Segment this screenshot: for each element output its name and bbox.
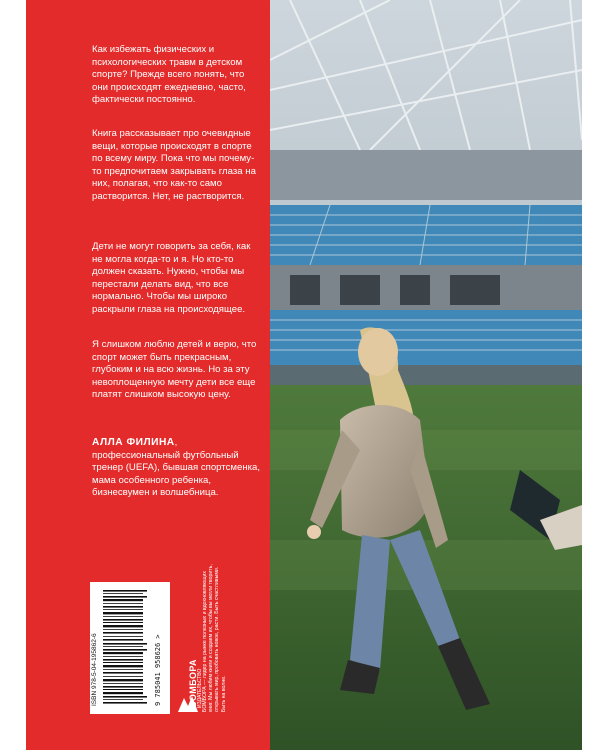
- stadium-photo: [270, 0, 582, 750]
- author-bio: [92, 437, 262, 500]
- red-text-panel: [26, 0, 270, 750]
- barcode-digits: 9 785041 958626 >: [154, 634, 162, 706]
- barcode-icon: [103, 588, 153, 708]
- blurb-paragraph-3: Дети не могут говорить за себя, как не могла когда-то и я. Но кто-то должен сказать. Нужно, чтобы мы перестали делать вид, что все нормально. Чтобы мы широко раскрыли глаза на происходящее.: [92, 241, 251, 315]
- author-description: , профессиональный футбольный тренер (UEFA), бывшая спортсменка, мама особенного ребенка, бизнесвумен и волшебница.: [92, 437, 261, 499]
- publisher-logo: [176, 618, 203, 714]
- book-back-cover: [26, 0, 582, 750]
- blurb-paragraph-4: Я слишком люблю детей и верю, что спорт может быть прекрасным, глубоким и на всю жизнь. Но за эту невоплощенную мечту дети все еще платят слишком высокую цену.: [92, 339, 257, 401]
- publisher-blurb: БОМБОРА — лидер на рынке полезных и вдохновляющих книг. Мы любим книги и создаем их, чтобы вы могли творить, открывать мир, пробовать новое, расти. Быть счастливыми. Быть на волне.: [202, 564, 227, 712]
- publisher-name: БОМБОРА: [188, 659, 198, 708]
- blurb-paragraph-2: Книга рассказывает про очевидные вещи, которые происходят в спорте по всему миру. Пока что мы почему-то предпочитаем закрывать глаза на них, полагая, что как-то само растворится. Нет, не растворится.: [92, 128, 256, 202]
- barcode-box: [90, 582, 170, 714]
- author-name: АЛЛА ФИЛИНА: [92, 437, 175, 448]
- isbn-text: ISBN 978-5-04-195862-6: [91, 633, 98, 706]
- publisher-subtitle: ИЗДАТЕЛЬСТВО: [197, 668, 203, 708]
- blurb-paragraph-1: Как избежать физических и психологических травм в детском спорте? Прежде всего понять, что они происходят ежедневно, часто, фактически постоянно.: [92, 44, 246, 106]
